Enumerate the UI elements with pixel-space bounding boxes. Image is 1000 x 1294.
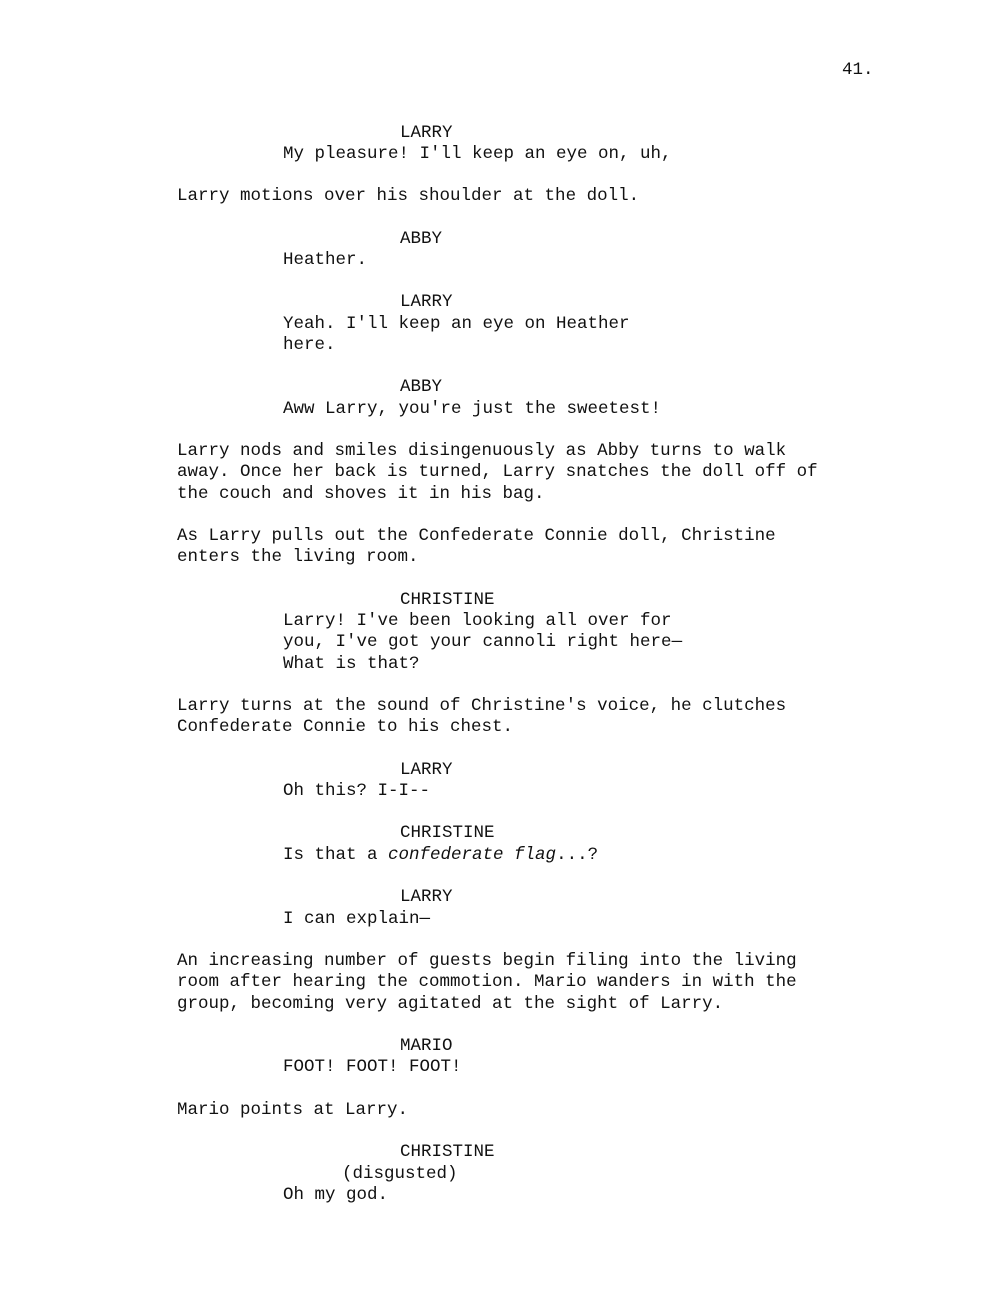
character-cue: LARRY <box>400 887 453 907</box>
action-line: enters the living room. <box>177 547 419 567</box>
character-cue: MARIO <box>400 1036 453 1056</box>
action-line: the couch and shoves it in his bag. <box>177 484 545 504</box>
dialogue-line: Aww Larry, you're just the sweetest! <box>283 399 662 419</box>
page-number: 41. <box>842 60 874 80</box>
dialogue-line: Oh my god. <box>283 1185 389 1205</box>
dialogue-line: Oh this? I-I-- <box>283 781 431 801</box>
action-line: Mario points at Larry. <box>177 1100 409 1120</box>
character-cue: ABBY <box>400 377 443 397</box>
action-line: Confederate Connie to his chest. <box>177 717 514 737</box>
dialogue-text: Is that a <box>283 845 389 865</box>
dialogue-line: FOOT! FOOT! FOOT! <box>283 1057 462 1077</box>
action-line: group, becoming very agitated at the sight of Larry. <box>177 994 724 1014</box>
action-line: away. Once her back is turned, Larry snatches the doll off of <box>177 462 818 482</box>
action-line: Larry nods and smiles disingenuously as Abby turns to walk <box>177 441 787 461</box>
character-cue: CHRISTINE <box>400 1142 495 1162</box>
action-line: room after hearing the commotion. Mario wanders in with the <box>177 972 797 992</box>
action-line: Larry turns at the sound of Christine's voice, he clutches <box>177 696 787 716</box>
character-cue: CHRISTINE <box>400 823 495 843</box>
action-line: Larry motions over his shoulder at the doll. <box>177 186 640 206</box>
action-line: An increasing number of guests begin filing into the living <box>177 951 797 971</box>
dialogue-line: here. <box>283 335 336 355</box>
character-cue: LARRY <box>400 760 453 780</box>
character-cue: LARRY <box>400 292 453 312</box>
dialogue-emphasis: confederate flag <box>388 845 557 865</box>
dialogue-line: My pleasure! I'll keep an eye on, uh, <box>283 144 672 164</box>
character-cue: CHRISTINE <box>400 590 495 610</box>
dialogue-line: Yeah. I'll keep an eye on Heather <box>283 314 630 334</box>
action-line: As Larry pulls out the Confederate Connie doll, Christine <box>177 526 776 546</box>
dialogue-line: I can explain— <box>283 909 431 929</box>
dialogue-line <box>283 845 598 866</box>
dialogue-text: ...? <box>556 845 599 865</box>
character-cue: ABBY <box>400 229 443 249</box>
parenthetical: (disgusted) <box>342 1164 458 1184</box>
character-cue: LARRY <box>400 123 453 143</box>
dialogue-line: What is that? <box>283 654 420 674</box>
dialogue-line: you, I've got your cannoli right here— <box>283 632 683 652</box>
dialogue-line: Heather. <box>283 250 368 270</box>
dialogue-line: Larry! I've been looking all over for <box>283 611 672 631</box>
